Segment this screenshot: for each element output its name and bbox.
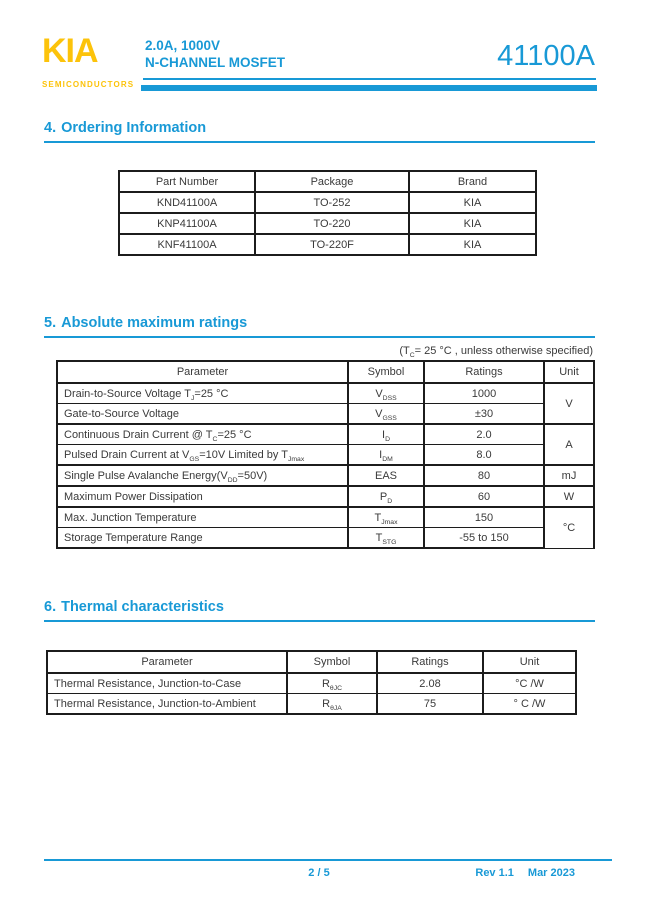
parameter-cell: Maximum Power Dissipation	[57, 486, 348, 507]
column-header: Parameter	[47, 651, 287, 673]
symbol-cell: $T_{STG}$	[348, 528, 424, 549]
column-header: Part Number	[119, 171, 255, 192]
table-cell: TO-220	[255, 213, 409, 234]
rating-cell: 8.0	[424, 445, 544, 466]
symbol-cell: $T_{Jmax}$	[348, 507, 424, 528]
table-row	[57, 445, 594, 466]
unit-cell: °C /W	[483, 673, 576, 694]
unit-cell: mJ	[544, 465, 594, 486]
product-spec	[145, 38, 285, 71]
section-number: 4.	[44, 120, 57, 136]
symbol-cell: $R_{\theta JC}$	[287, 673, 377, 694]
revision-info	[475, 867, 575, 879]
rating-cell: 80	[424, 465, 544, 486]
section-heading-abs-max	[44, 315, 595, 338]
symbol-cell: $R_{\theta JA}$	[287, 694, 377, 715]
table-cell: KIA	[409, 213, 536, 234]
table-cell: TO-252	[255, 192, 409, 213]
rating-cell: 2.0	[424, 424, 544, 445]
table-cell: KNP41100A	[119, 213, 255, 234]
rating-cell: 1000	[424, 383, 544, 404]
rating-cell: ±30	[424, 404, 544, 425]
revision-date: Mar 2023	[527, 867, 575, 879]
absolute-maximum-ratings-table	[56, 360, 595, 549]
column-header: Parameter	[57, 361, 348, 383]
rating-cell: 60	[424, 486, 544, 507]
symbol-cell: $V_{GSS}$	[348, 404, 424, 425]
column-header: Unit	[544, 361, 594, 383]
parameter-cell: Continuous Drain Current @ $T_C=25$ °C	[57, 424, 348, 445]
table-row	[57, 424, 594, 445]
parameter-cell: Single Pulse Avalanche $Energy(V_{DD}=50V)$	[57, 465, 348, 486]
table-row	[119, 192, 536, 213]
thermal-characteristics-table	[46, 650, 577, 715]
column-header: Package	[255, 171, 409, 192]
rating-cell: 2.08	[377, 673, 483, 694]
section-title: Absolute maximum ratings	[61, 315, 248, 331]
table-row	[57, 383, 594, 404]
column-header: Brand	[409, 171, 536, 192]
table-row	[57, 404, 594, 425]
table-row	[57, 486, 594, 507]
spec-device-type: N-CHANNEL MOSFET	[145, 54, 285, 70]
table-row	[119, 213, 536, 234]
parameter-cell: Drain-to-Source Voltage $T_J=25$ °C	[57, 383, 348, 404]
table-row	[47, 694, 576, 715]
section-number: 6.	[44, 599, 57, 615]
parameter-cell: Thermal Resistance, Junction-to-Ambient	[47, 694, 287, 715]
table-row	[47, 673, 576, 694]
unit-cell: ° C /W	[483, 694, 576, 715]
footer-rule	[44, 859, 612, 861]
table-cell: TO-220F	[255, 234, 409, 255]
parameter-cell: Pulsed Drain Current at $V_{GS}=10V$ Limited by $T_{Jmax}$	[57, 445, 348, 466]
symbol-cell: $V_{DSS}$	[348, 383, 424, 404]
symbol-cell: $I_D$	[348, 424, 424, 445]
table-cell: KNF41100A	[119, 234, 255, 255]
revision-label: Rev 1.1	[475, 867, 514, 879]
table-row	[57, 528, 594, 549]
section-title: Ordering Information	[61, 120, 207, 136]
table-header-row	[47, 651, 576, 673]
column-header: Ratings	[377, 651, 483, 673]
column-header: Ratings	[424, 361, 544, 383]
table-header-row	[57, 361, 594, 383]
table-row	[57, 465, 594, 486]
kia-logo: KIA	[42, 32, 98, 70]
symbol-cell: $I_{DM}$	[348, 445, 424, 466]
symbol-cell: EAS	[348, 465, 424, 486]
test-condition-note: ($T_C= 25$ °C , unless otherwise specified)	[399, 345, 593, 360]
spec-rating: 2.0A, 1000V	[145, 38, 221, 53]
unit-cell: °C	[544, 507, 594, 548]
column-header: Unit	[483, 651, 576, 673]
unit-cell: W	[544, 486, 594, 507]
rating-cell: 75	[377, 694, 483, 715]
table-header-row	[119, 171, 536, 192]
unit-cell: A	[544, 424, 594, 465]
rating-cell: -55 to 150	[424, 528, 544, 549]
table-row	[57, 507, 594, 528]
column-header: Symbol	[287, 651, 377, 673]
section-heading-ordering	[44, 120, 595, 143]
section-number: 5.	[44, 315, 57, 331]
unit-cell: V	[544, 383, 594, 424]
logo-subtitle: SEMICONDUCTORS	[42, 80, 135, 89]
page-indicator: 2 / 5	[308, 867, 330, 879]
parameter-cell: Storage Temperature Range	[57, 528, 348, 549]
header-rule-thin	[143, 78, 596, 80]
table-cell: KIA	[409, 234, 536, 255]
table-cell: KND41100A	[119, 192, 255, 213]
column-header: Symbol	[348, 361, 424, 383]
section-heading-thermal	[44, 599, 595, 622]
table-row	[119, 234, 536, 255]
table-cell: KIA	[409, 192, 536, 213]
part-number-title: 41100A	[497, 40, 595, 72]
parameter-cell: Max. Junction Temperature	[57, 507, 348, 528]
symbol-cell: $P_D$	[348, 486, 424, 507]
rating-cell: 150	[424, 507, 544, 528]
section-title: Thermal characteristics	[61, 599, 224, 615]
ordering-table	[118, 170, 537, 256]
header-rule-thick	[141, 85, 597, 91]
parameter-cell: Thermal Resistance, Junction-to-Case	[47, 673, 287, 694]
parameter-cell: Gate-to-Source Voltage	[57, 404, 348, 425]
